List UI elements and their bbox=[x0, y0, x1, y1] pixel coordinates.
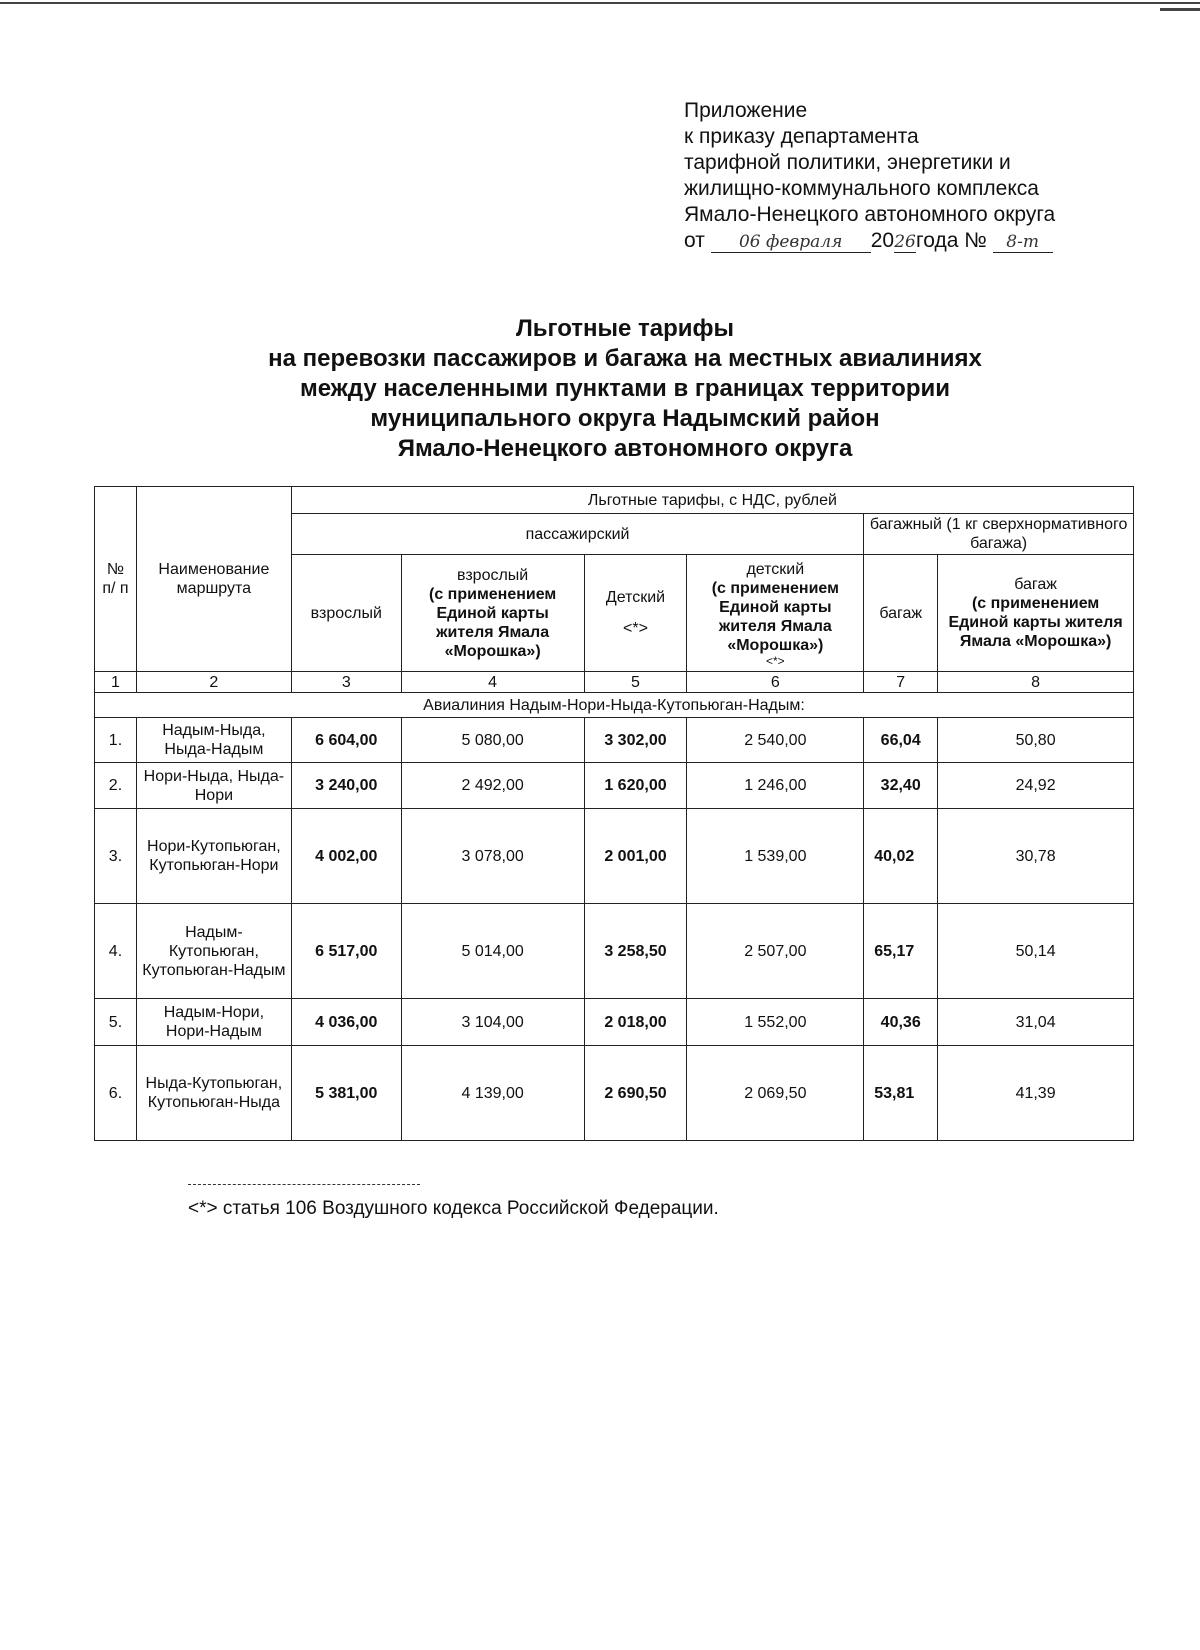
row-adult: 5 381,00 bbox=[291, 1046, 401, 1141]
row-route: Надым-Кутопьюган, Кутопьюган-Надым bbox=[136, 904, 291, 999]
row-adult: 3 240,00 bbox=[291, 763, 401, 809]
appendix-line: Ямало-Ненецкого автономного округа bbox=[684, 203, 1056, 226]
header-tariff-group: Льготные тарифы, с НДС, рублей bbox=[291, 487, 1133, 514]
column-number: 7 bbox=[864, 672, 938, 693]
row-child: 1 620,00 bbox=[584, 763, 687, 809]
row-child-card: 2 540,00 bbox=[687, 718, 864, 763]
column-number: 2 bbox=[136, 672, 291, 693]
row-num: 4. bbox=[95, 904, 137, 999]
row-child: 3 302,00 bbox=[584, 718, 687, 763]
title-line: Льготные тарифы bbox=[515, 315, 735, 342]
row-bag-card: 30,78 bbox=[938, 809, 1134, 904]
appendix-block bbox=[684, 98, 1055, 254]
table-row bbox=[95, 904, 1134, 999]
appendix-line: жилищно-коммунального комплекса bbox=[684, 177, 1039, 200]
header-passenger: пассажирский bbox=[291, 514, 863, 555]
row-adult-card: 5 014,00 bbox=[401, 904, 584, 999]
header-child-card-a: детский bbox=[746, 560, 805, 578]
row-bag-card: 50,80 bbox=[938, 718, 1134, 763]
row-adult-card: 3 104,00 bbox=[401, 999, 584, 1046]
header-row-top bbox=[95, 487, 1134, 514]
column-number: 1 bbox=[95, 672, 137, 693]
header-child-a: Детский bbox=[605, 589, 666, 606]
header-bag-card-b: (с применением Единой карты жителя Ямала «Морошка») bbox=[948, 595, 1123, 650]
header-adult-card bbox=[401, 555, 584, 672]
section-airline: Авиалиния Надым-Нори-Ныда-Кутопьюган-Надым: bbox=[95, 693, 1134, 718]
appendix-line: к приказу департамента bbox=[684, 125, 919, 148]
title-line: Ямало-Ненецкого автономного округа bbox=[397, 435, 853, 462]
handwritten-order-number: 8-т bbox=[993, 232, 1053, 253]
handwritten-year: 26 bbox=[894, 232, 916, 252]
header-child-card-mark: <*> bbox=[765, 653, 785, 668]
document-title bbox=[0, 314, 1200, 464]
row-bag: 53,81 bbox=[864, 1046, 938, 1141]
row-bag-card: 41,39 bbox=[938, 1046, 1134, 1141]
header-bag-card-a: багаж bbox=[1014, 576, 1057, 593]
scan-top-mark bbox=[1160, 8, 1200, 11]
order-date-line bbox=[684, 228, 1055, 254]
header-child bbox=[584, 555, 687, 672]
row-adult-card: 4 139,00 bbox=[401, 1046, 584, 1141]
row-child: 2 018,00 bbox=[584, 999, 687, 1046]
column-number: 6 bbox=[687, 672, 864, 693]
row-bag-card: 31,04 bbox=[938, 999, 1134, 1046]
tariffs-table bbox=[94, 486, 1134, 1141]
footnote: <*> статья 106 Воздушного кодекса Российской Федерации. bbox=[188, 1198, 719, 1219]
column-number: 8 bbox=[938, 672, 1134, 693]
row-route: Надым-Нори, Нори-Надым bbox=[136, 999, 291, 1046]
title-line: между населенными пунктами в границах территории bbox=[300, 375, 950, 402]
header-child-card bbox=[687, 555, 864, 672]
row-bag: 40,02 bbox=[864, 809, 938, 904]
row-child: 2 690,50 bbox=[584, 1046, 687, 1141]
header-adult-card-b: (с применением Единой карты жителя Ямала «Морошка») bbox=[429, 585, 557, 660]
column-number: 4 bbox=[401, 672, 584, 693]
row-child-card: 1 246,00 bbox=[687, 763, 864, 809]
column-number-row bbox=[95, 672, 1134, 693]
row-bag: 66,04 bbox=[864, 718, 938, 763]
table-row bbox=[95, 809, 1134, 904]
row-num: 1. bbox=[95, 718, 137, 763]
row-num: 6. bbox=[95, 1046, 137, 1141]
table-row bbox=[95, 718, 1134, 763]
row-route: Ныда-Кутопьюган, Кутопьюган-Ныда bbox=[136, 1046, 291, 1141]
header-bag: багаж bbox=[864, 555, 938, 672]
header-child-card-b: (с применением Единой карты жителя Ямала «Морошка») bbox=[711, 579, 839, 654]
row-bag: 32,40 bbox=[864, 763, 938, 809]
row-child: 3 258,50 bbox=[584, 904, 687, 999]
column-number: 5 bbox=[584, 672, 687, 693]
header-bag-card bbox=[938, 555, 1134, 672]
row-child-card: 1 552,00 bbox=[687, 999, 864, 1046]
row-adult-card: 3 078,00 bbox=[401, 809, 584, 904]
row-child-card: 1 539,00 bbox=[687, 809, 864, 904]
header-adult-card-a: взрослый bbox=[457, 566, 529, 584]
year-prefix: 20 bbox=[870, 229, 895, 252]
row-adult-card: 2 492,00 bbox=[401, 763, 584, 809]
row-adult: 4 002,00 bbox=[291, 809, 401, 904]
number-prefix: года № bbox=[916, 229, 987, 252]
header-route: Наименование маршрута bbox=[136, 487, 291, 672]
header-baggage-group: багажный (1 кг сверхнормативного багажа) bbox=[864, 514, 1134, 555]
row-route: Нори-Ныда, Ныда-Нори bbox=[136, 763, 291, 809]
row-bag: 40,36 bbox=[864, 999, 938, 1046]
header-num: № п/ п bbox=[95, 487, 137, 672]
row-num: 5. bbox=[95, 999, 137, 1046]
table-row bbox=[95, 763, 1134, 809]
scan-top-border bbox=[0, 2, 1200, 4]
handwritten-date: 06 февраля bbox=[711, 232, 871, 253]
table-row bbox=[95, 999, 1134, 1046]
row-child-card: 2 507,00 bbox=[687, 904, 864, 999]
row-bag-card: 24,92 bbox=[938, 763, 1134, 809]
row-num: 3. bbox=[95, 809, 137, 904]
row-adult-card: 5 080,00 bbox=[401, 718, 584, 763]
row-child-card: 2 069,50 bbox=[687, 1046, 864, 1141]
title-line: на перевозки пассажиров и багажа на местных авиалиниях bbox=[268, 345, 982, 372]
header-child-mark: <*> bbox=[623, 620, 648, 637]
row-route: Надым-Ныда, Ныда-Надым bbox=[136, 718, 291, 763]
header-adult: взрослый bbox=[291, 555, 401, 672]
row-child: 2 001,00 bbox=[584, 809, 687, 904]
table-row bbox=[95, 1046, 1134, 1141]
date-prefix: от bbox=[684, 229, 705, 252]
row-route: Нори-Кутопьюган, Кутопьюган-Нори bbox=[136, 809, 291, 904]
row-bag-card: 50,14 bbox=[938, 904, 1134, 999]
row-num: 2. bbox=[95, 763, 137, 809]
appendix-line: тарифной политики, энергетики и bbox=[684, 151, 1011, 174]
column-number: 3 bbox=[291, 672, 401, 693]
section-row bbox=[95, 693, 1134, 718]
row-adult: 4 036,00 bbox=[291, 999, 401, 1046]
row-adult: 6 604,00 bbox=[291, 718, 401, 763]
title-line: муниципального округа Надымский район bbox=[370, 405, 880, 432]
row-bag: 65,17 bbox=[864, 904, 938, 999]
row-adult: 6 517,00 bbox=[291, 904, 401, 999]
appendix-line: Приложение bbox=[684, 99, 808, 122]
footnote-divider bbox=[188, 1184, 420, 1185]
